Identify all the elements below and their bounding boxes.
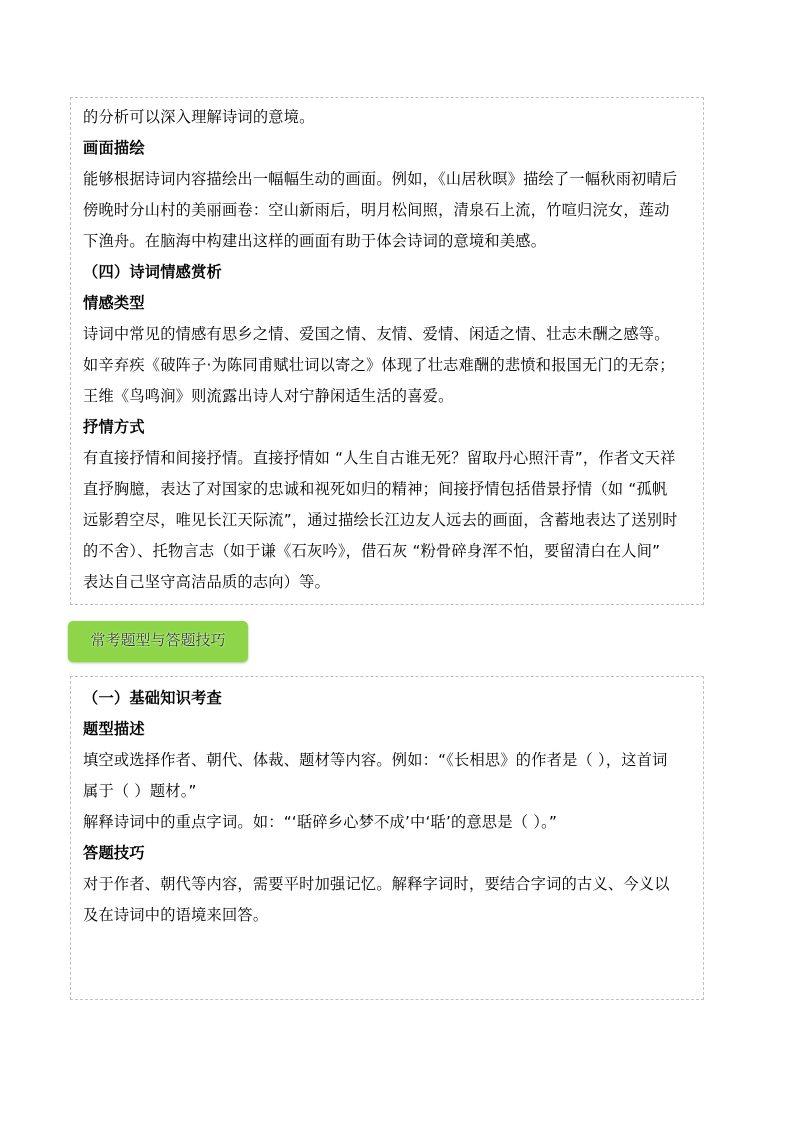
text-line: 的分析可以深入理解诗词的意境。	[83, 108, 315, 126]
text-line: 对于作者、朝代等内容，需要平时加强记忆。解释字词时，要结合字词的古义、今义以	[83, 875, 670, 893]
text-line: 王维《鸟鸣涧》则流露出诗人对宁静闲适生活的喜爱。	[83, 387, 454, 405]
text-line: 直抒胸臆，表达了对国家的忠诚和视死如归的精神；间接抒情包括借景抒情（如 “孤帆	[83, 480, 668, 498]
subheading-lyric-methods: 抒情方式	[83, 418, 145, 436]
text-line: 及在诗词中的语境来回答。	[83, 906, 269, 924]
subheading-answer-tips: 答题技巧	[83, 844, 145, 862]
subheading-emotion-types: 情感类型	[83, 294, 145, 312]
text-line: 的不舍）、托物言志（如于谦《石灰吟》，借石灰 “粉骨碎身浑不怕，要留清白在人间”	[83, 542, 661, 560]
text-line: 下渔舟。在脑海中构建出这样的画面有助于体会诗词的意境和美感。	[83, 232, 547, 250]
text-line: 填空或选择作者、朝代、体裁、题材等内容。例如：“《长相思》的作者是（ ），这首词	[83, 751, 668, 769]
text-line: 表达自己坚守高洁品质的志向）等。	[83, 573, 330, 591]
text-line: 如辛弃疾《破阵子·为陈同甫赋壮词以寄之》体现了壮志难酬的悲愤和报国无门的无奈；	[83, 356, 675, 374]
section-tab-label: 常考题型与答题技巧	[90, 631, 226, 649]
text-line: 能够根据诗词内容描绘出一幅幅生动的画面。例如，《山居秋暝》描绘了一幅秋雨初晴后	[83, 170, 678, 188]
section-heading-basic-knowledge: （一）基础知识考查	[83, 689, 222, 707]
text-line: 远影碧空尽，唯见长江天际流”，通过描绘长江边友人远去的画面，含蓄地表达了送别时	[83, 511, 678, 529]
content-section-2	[70, 676, 704, 1000]
text-line: 解释诗词中的重点字词。如：“‘聒碎乡心梦不成’中‘聒’的意思是（ ）。”	[83, 813, 558, 831]
section-heading-emotion-analysis: （四）诗词情感赏析	[83, 263, 222, 281]
text-line: 诗词中常见的情感有思乡之情、爱国之情、友情、爱情、闲适之情、壮志未酬之感等。	[83, 325, 670, 343]
text-line: 属于（ ）题材。”	[83, 782, 197, 800]
section-tab-common-question-types	[68, 621, 248, 662]
content-section-1	[70, 97, 704, 605]
text-line: 有直接抒情和间接抒情。直接抒情如 “人生自古谁无死？留取丹心照汗青”，作者文天祥	[83, 449, 676, 467]
subheading-picture-description: 画面描绘	[83, 139, 145, 157]
text-line: 傍晚时分山村的美丽画卷：空山新雨后，明月松间照，清泉石上流，竹喧归浣女，莲动	[83, 201, 670, 219]
subheading-question-description: 题型描述	[83, 720, 145, 738]
